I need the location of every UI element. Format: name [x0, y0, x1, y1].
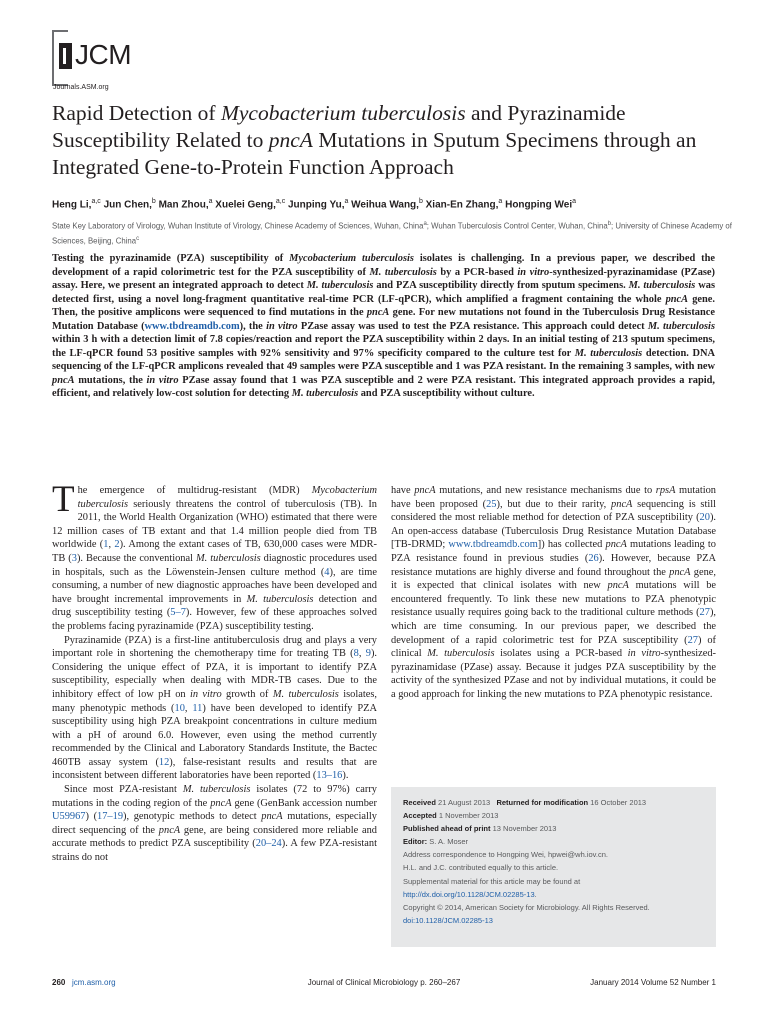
text-run: ). However, few of these approaches solved the problems facing pyrazinamide (PZA) susceptibility testing.	[52, 607, 377, 632]
reference-link[interactable]: 20	[699, 512, 710, 524]
text-run: diagnostic procedures used in hospitals, such as the Löwenstein-Jensen culture method (	[52, 552, 378, 578]
supplemental-note	[403, 875, 704, 901]
published-row	[403, 822, 704, 835]
affiliation-mark: a	[423, 221, 427, 227]
supplemental-link[interactable]: http://dx.doi.org/10.1128/JCM.02285-13	[403, 889, 535, 899]
text-run: ), genotypic methods to detect	[123, 811, 262, 823]
author-name: Xian-En Zhang,	[422, 199, 499, 211]
author-affiliation-mark: b	[151, 198, 156, 205]
text-run: ), false-resistant results and results that are inconsistent between different laboratories have been reported (	[52, 756, 377, 782]
italic-text: M. tuberculosis	[427, 648, 495, 660]
text-run: ). Considering the unique effect of PZA, it is important to identify PZA susceptibility, especially when dealing with MDR-TB cases. Due to the inhibitory effect of low pH on	[52, 648, 377, 700]
text-run: PZase assay was used to test the PZA resistance. This approach could detect	[297, 320, 648, 332]
italic-text: M. tuberculosis	[306, 280, 374, 291]
reference-link[interactable]: www.tbdreamdb.com	[448, 539, 538, 551]
author-affiliation-mark: a	[208, 198, 213, 205]
text-run: isolates (72 to 97%) carry mutations in the coding region of the	[52, 784, 377, 809]
title-part: Rapid Detection of	[52, 101, 221, 125]
abstract	[52, 252, 715, 401]
italic-text: pncA	[210, 797, 232, 809]
text-run: ,	[358, 648, 366, 660]
reference-link[interactable]: 27	[699, 607, 710, 619]
text-run: gene, it is expected that clinical isolates with new	[391, 566, 716, 592]
author-name: Xuelei Geng,	[212, 199, 276, 211]
text-run: was detected first, using a novel long-fragment quantitative real-time PCR (LF-qPCR), which amplified a fragment containing the whole	[52, 280, 716, 305]
italic-text: pncA	[261, 811, 283, 823]
italic-text: pncA	[605, 539, 627, 551]
text-run: detection. DNA sequencing of the LF-qPCR amplicons revealed that 49 samples were PZA susceptible and 1 was PZA resistant. In the remaining 3 samples, with new	[52, 347, 715, 372]
author-name: Heng Li,	[52, 199, 92, 211]
italic-text: pncA	[414, 485, 436, 496]
reference-link[interactable]: 17–19	[97, 811, 124, 823]
italic-text: pncA	[607, 580, 629, 592]
footer-issue: January 2014 Volume 52 Number 1	[590, 978, 716, 987]
text-run: -synthesized-pyrazinamidase (PZase) assay. Because it judges PZA susceptibility by the activity of the synthesized PZase and not by individual mutations, it could be a good approach for linking the new mutations to PZA phenotypic resistance.	[391, 648, 717, 700]
reference-link[interactable]: U59967	[52, 811, 86, 823]
text-run: PZase assay found that 1 was PZA susceptible and 2 were PZA resistant. This integrated approach provides a rapid, efficient, and relatively low-cost solution for detecting	[52, 374, 715, 399]
title-part: pncA	[268, 128, 313, 152]
text-run: ), are time consuming, a number of new diagnostic approaches have been developed and have brought incremental improvements in	[52, 566, 377, 605]
reference-link[interactable]: 2	[114, 539, 120, 551]
reference-link[interactable]: 4	[324, 566, 330, 578]
author-affiliation-mark: a	[498, 198, 503, 205]
footer-journal-pages: Journal of Clinical Microbiology p. 260–267	[307, 978, 461, 987]
received-date: 21 August 2013	[438, 798, 491, 807]
reference-link[interactable]: 10	[174, 702, 185, 714]
italic-text: M. tuberculosis	[246, 593, 314, 605]
text-run: ]) has collected	[537, 539, 606, 551]
italic-text: in vitro	[627, 648, 661, 660]
text-run: ) have been developed to identify PZA susceptibility using high PZA breakpoint concentrations in culture medium with a pH of around 6.0. However, even using the method currently recommended by the Clinical and Laboratory Standards Institute, the Bactec 460TB assay system (	[52, 702, 377, 768]
italic-text: pncA	[611, 498, 633, 510]
editor-label: Editor:	[403, 837, 428, 847]
body-paragraph	[52, 634, 377, 784]
text-run: ), which are time consuming. In our previous paper, we described the development of a rapid colorimetric test for PZA susceptibility (	[391, 607, 716, 646]
text-run: ). Because the conventional	[76, 552, 196, 564]
received-label: Received	[403, 798, 436, 807]
author-affiliation-mark: a,c	[275, 198, 286, 205]
title-part: Mycobacterium tuberculosis	[220, 101, 466, 125]
received-row	[403, 796, 704, 809]
text-run: ) of clinical	[391, 634, 716, 660]
accepted-label: Accepted	[403, 811, 437, 821]
text-run: sequencing is still considered the most reliable method for detection of PZA susceptibility (	[391, 498, 716, 524]
reference-link[interactable]: 11	[192, 702, 203, 714]
title-part: and Pyrazinamide Susceptibility Related to	[52, 101, 626, 152]
affiliations	[52, 218, 732, 247]
text-run: mutations leading to PZA resistance found in previous studies (	[391, 539, 716, 564]
reference-link[interactable]: 8	[353, 648, 359, 660]
text-run: ), the	[239, 320, 267, 332]
affiliation-mark: b	[607, 221, 611, 227]
drop-cap: T	[52, 479, 75, 520]
italic-text: rpsA	[655, 485, 676, 496]
reference-link[interactable]: 25	[486, 498, 497, 510]
author-affiliation-mark: a,c	[91, 198, 101, 205]
affiliation-text: State Key Laboratory of Virology, Wuhan Institute of Virology, Chinese Academy of Sciences, Wuhan, China	[52, 221, 424, 231]
author-name: Man Zhou,	[155, 199, 209, 211]
text-run: have	[391, 485, 415, 496]
text-run: mutations, the	[74, 374, 147, 386]
text-run: Pyrazinamide (PZA) is a first-line antituberculosis drug and plays a very important role in shortening the chemotherapy time for treating TB (	[52, 634, 377, 660]
article-title	[52, 100, 732, 181]
returned-label: Returned for modification	[496, 798, 589, 807]
text-run: mutation have been proposed (	[391, 485, 716, 510]
editor-name: S. A. Moser	[429, 837, 469, 847]
body-column-right	[391, 484, 716, 702]
italic-text: pncA	[366, 307, 390, 318]
italic-text: M. tuberculosis	[574, 347, 643, 359]
text-run: Since most PZA-resistant	[64, 784, 183, 796]
text-run: -synthesized-pyrazinamidase (PZase) assay. Here, we present an integrated approach to detect	[52, 266, 716, 291]
journal-site: Journals.ASM.org	[53, 84, 109, 91]
page-number: 260	[52, 978, 66, 987]
affiliation-text: ; University of Chinese Academy of Sciences, Beijing, China	[52, 221, 732, 246]
text-run: seriously threatens the control of tuberculosis (TB). In 2011, the World Health Organization (WHO) estimated that there were 12 million cases of TB extant and that 1.4 million people died from TB worldwide (	[52, 498, 377, 551]
supplemental-prefix: Supplemental material for this article may be found at	[403, 876, 581, 886]
author-affiliation-mark: b	[418, 198, 423, 205]
text-run: ). A few PZA-resistant strains do not	[52, 838, 377, 864]
author-affiliation-mark: a	[344, 198, 349, 205]
supplemental-suffix: .	[534, 889, 537, 899]
accepted-row	[403, 809, 704, 822]
affiliation-text: ; Wuhan Tuberculosis Control Center, Wuhan, China	[426, 221, 608, 231]
footer-site-link[interactable]: jcm.asm.org	[72, 978, 116, 987]
italic-text: in vitro	[189, 688, 222, 700]
text-run: ,	[184, 702, 193, 714]
text-run: mutations, and new resistance mechanisms due to	[435, 485, 656, 496]
reference-link[interactable]: 12	[158, 756, 170, 768]
reference-link[interactable]: 1	[103, 539, 109, 551]
reference-link[interactable]: 9	[365, 648, 371, 660]
italic-text: in vitro	[266, 320, 298, 332]
reference-link[interactable]: 13–16	[316, 770, 343, 782]
published-date: 13 November 2013	[492, 824, 557, 834]
author-list	[52, 198, 732, 210]
italic-text: Mycobacterium tuberculosis	[289, 253, 414, 264]
text-run: ,	[108, 539, 115, 551]
body-paragraph	[52, 479, 378, 634]
article-info-box	[391, 787, 716, 947]
reference-link[interactable]: www.tbdreamdb.com	[144, 320, 240, 332]
text-run: within 3 h with a detection limit of 7.8 copies/reaction and report the PZA susceptibility within 2 days. In an initial testing of 213 sputum specimens, the LF-qPCR found 53 positive samples with 92% sensitivity and 97% specificity compared to the culture test for	[52, 334, 715, 359]
text-run: gene, are being considered more reliable and accurate methods to predict PZA susceptibility (	[52, 824, 377, 850]
italic-text: M. tuberculosis	[196, 552, 261, 564]
author-name: Weihua Wang,	[348, 199, 419, 211]
title-part: Mutations in Sputum Specimens through an Integrated Gene-to-Protein Function Approach	[52, 128, 697, 179]
body-paragraph	[391, 484, 716, 702]
text-run: ) (	[85, 811, 98, 823]
italic-text: pncA	[669, 566, 691, 578]
text-run: isolates, many phenotypic methods (	[52, 688, 377, 714]
reference-link[interactable]: 27	[687, 634, 698, 646]
italic-text: pncA	[52, 374, 75, 386]
text-run: and PZA susceptibility without culture.	[358, 388, 535, 399]
reference-link[interactable]: 20–24	[255, 838, 282, 850]
italic-text: M. tuberculosis	[628, 280, 696, 291]
italic-text: in vitro	[146, 374, 179, 386]
reference-link[interactable]: 3	[71, 552, 77, 564]
text-run: he emergence of multidrug-resistant (MDR)	[77, 485, 312, 496]
text-run: ). However, because PZA resistance mutations are highly diverse and found throughout the	[391, 552, 716, 578]
accepted-date: 1 November 2013	[438, 811, 499, 821]
text-run: ), but due to their rarity,	[496, 498, 612, 510]
contribution-note: H.L. and J.C. contributed equally to this article.	[403, 863, 559, 873]
author-name: Hongping Wei	[502, 199, 573, 211]
text-run: and PZA susceptibility directly from sputum specimens.	[373, 280, 629, 291]
published-label: Published ahead of print	[403, 824, 491, 834]
text-run: ).	[342, 770, 349, 782]
italic-text: pncA	[158, 824, 181, 836]
affiliation-mark: c	[136, 235, 140, 242]
text-run: detection and drug susceptibility testing (	[52, 593, 378, 619]
author-name: Junping Yu,	[285, 199, 345, 211]
italic-text: pncA	[665, 293, 689, 305]
italic-text: M. tuberculosis	[647, 320, 715, 332]
italic-text: M. tuberculosis	[272, 688, 339, 700]
text-run: ). An open-access database (Tuberculosis Drug Resistance Mutation Database [TB-DRMD;	[391, 512, 716, 551]
body-paragraph	[52, 783, 377, 865]
returned-date: 16 October 2013	[590, 798, 647, 807]
text-run: gene. Then, the positive amplicons were sequenced to find mutations in the	[52, 293, 715, 318]
editor-row	[403, 835, 704, 848]
text-run: mutations will be encountered frequently. To link these new mutations to PZA phenotypic resistance usually requires going back to the traditional culture methods (	[391, 580, 716, 619]
italic-text: in vitro	[517, 266, 550, 278]
reference-link[interactable]: 5–7	[170, 607, 186, 619]
italic-text: Mycobacterium tuberculosis	[77, 485, 377, 510]
text-run: Testing the pyrazinamide (PZA) susceptibility of	[52, 253, 290, 264]
logo-mark-icon	[59, 43, 72, 69]
text-run: mutations, especially direct sequencing of the	[52, 811, 377, 836]
page-footer	[52, 978, 716, 990]
doi-link[interactable]: doi:10.1128/JCM.02285-13	[403, 915, 493, 925]
italic-text: M. tuberculosis	[291, 388, 359, 399]
text-run: isolates is challenging. In a previous paper, we described the development of a rapid colorimetric test for the PZA susceptibility of	[52, 253, 715, 278]
journal-name: JCM	[75, 39, 132, 70]
text-run: ). Among the extant cases of TB, 630,000 cases were MDR-TB (	[52, 539, 377, 564]
text-run: isolates using a PCR-based	[494, 648, 628, 660]
body-column-left	[52, 479, 378, 865]
author-affiliation-mark: a	[572, 198, 577, 205]
reference-link[interactable]: 26	[588, 552, 599, 564]
text-run: by a PCR-based	[436, 266, 518, 278]
text-run: gene. For new mutations not found in the Tuberculosis Drug Resistance Mutation Database (	[52, 307, 715, 332]
correspondence: Address correspondence to Hongping Wei, hpwei@wh.iov.cn.	[403, 850, 608, 860]
italic-text: M. tuberculosis	[182, 784, 251, 796]
text-run: gene (GenBank accession number	[231, 797, 377, 809]
journal-logo	[52, 30, 152, 92]
author-name: Jun Chen,	[100, 199, 152, 211]
copyright: Copyright © 2014, American Society for Microbiology. All Rights Reserved.	[403, 902, 650, 912]
italic-text: M. tuberculosis	[369, 266, 437, 278]
text-run: growth of	[221, 688, 273, 700]
